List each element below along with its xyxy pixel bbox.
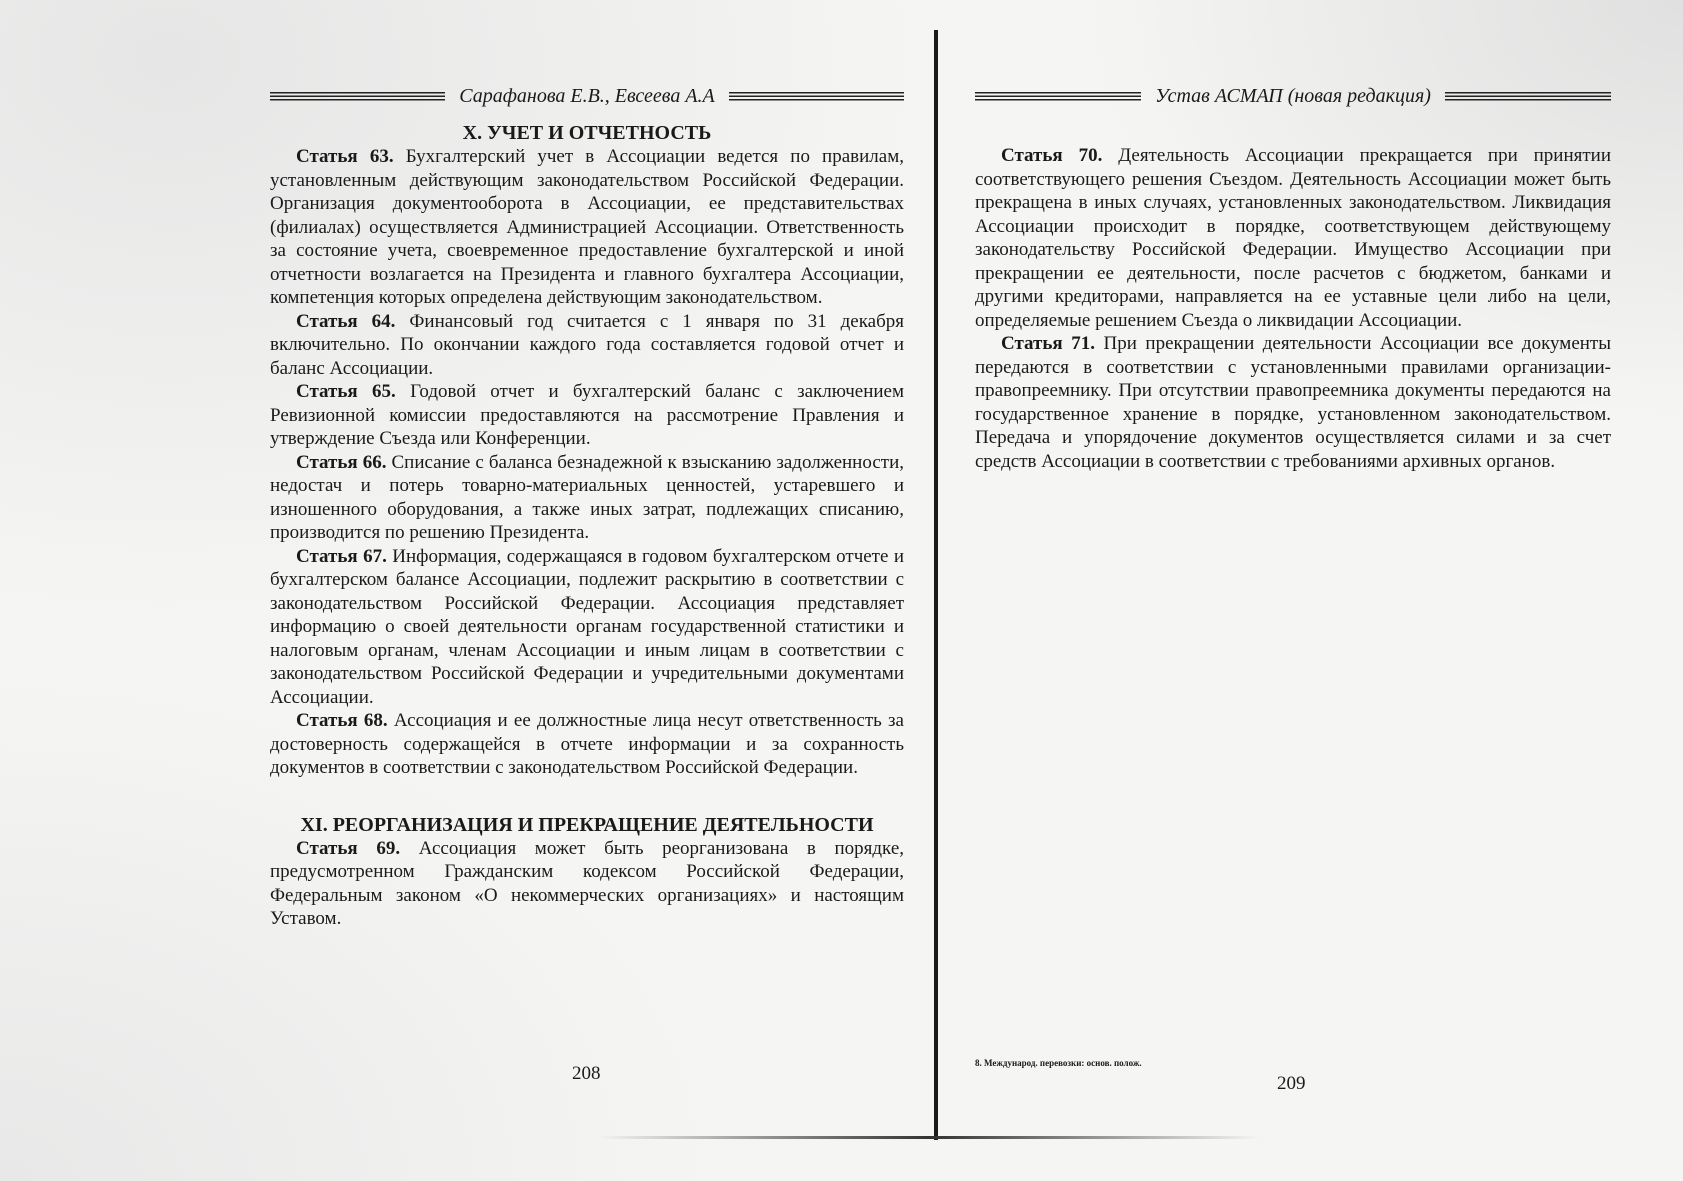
- article-label: Статья 69.: [296, 837, 401, 859]
- article-66: [270, 451, 904, 545]
- right-page: [975, 80, 1611, 473]
- right-running-head: [975, 80, 1611, 112]
- article-label: Статья 66.: [296, 451, 387, 473]
- article-label: Статья 67.: [296, 545, 387, 567]
- article-text: Деятельность Ассоциации прекращается при принятии соответствующего решения Съездом. Деятельность Ассоциации может быть прекращена в иных случаях, установленных законодательством. Ликвидация Ассоциации происходит в порядке, соответствующем действующему законодательству Российской Федерации. Имущество Ассоциации при прекращении ее деятельности, после расчетов с бюджетом, банками и другими кредиторами, направляется на ее уставные цели либо на цели, определяемые решением Съезда о ликвидации Ассоциации.: [975, 145, 1611, 331]
- article-text: Информация, содержащаяся в годовом бухгалтерском отчете и бухгалтерском балансе Ассоциации, подлежит раскрытию в соответствии с законодательством Российской Федерации. Ассоциация представляет информацию о своей деятельности органам государственной статистики и налоговым органам, членам Ассоциации и иным лицам в соответствии с законодательством Российской Федерации и учредительными документами Ассоциации.: [270, 545, 904, 708]
- left-page-number: 208: [572, 1063, 601, 1084]
- section-x-title: X. УЧЕТ И ОТЧЕТНОСТЬ: [462, 122, 712, 144]
- header-rule: [270, 92, 445, 101]
- article-label: Статья 68.: [296, 710, 388, 731]
- footnote: 8. Международ. перевозки: основ. полож.: [975, 1058, 1142, 1068]
- book-spine: [934, 30, 938, 1140]
- header-rule: [1445, 92, 1611, 101]
- article-label: Статья 70.: [1001, 145, 1103, 166]
- article-69: [270, 837, 904, 931]
- article-text: Ассоциация может быть реорганизована в порядке, предусмотренном Гражданским кодексом Российской Федерации, Федеральным законом «О некоммерческих организациях» и настоящим Уставом.: [270, 837, 904, 929]
- article-text: При прекращении деятельности Ассоциации все документы передаются в соответствии с установленными правилами организации-правопреемнику. При отсутствии правопреемника документы передаются на государственное хранение в порядке, установленном законодательством. Передача и упорядочение документов осуществляется силами и за счет средств Ассоциации в соответствии с требованиями архивных органов.: [975, 333, 1611, 472]
- header-rule: [975, 92, 1141, 101]
- article-65: [270, 380, 904, 451]
- article-text: Бухгалтерский учет в Ассоциации ведется по правилам, установленным действующим законодательством Российской Федерации. Организация документооборота в Ассоциации, ее представительствах (филиалах) осуществляется Администрацией Ассоциации. Ответственность за состояние учета, своевременное предоставление бухгалтерской и иной отчетности возлагается на Президента и главного бухгалтера Ассоциации, компетенция которых определена действующим законодательством.: [270, 146, 904, 308]
- article-text: Ассоциация и ее должностные лица несут ответственность за достоверность содержащейся в отчете информации и за сохранность документов в соответствии с законодательством Российской Федерации.: [270, 710, 904, 778]
- article-label: Статья 64.: [296, 310, 396, 332]
- right-page-number: 209: [1277, 1073, 1306, 1094]
- article-text: Годовой отчет и бухгалтерский баланс с заключением Ревизионной комиссии предоставляются на рассмотрение Правления и утверждение Съезда или Конференции.: [270, 381, 904, 449]
- article-68: [270, 709, 904, 780]
- article-label: Статья 65.: [296, 381, 396, 402]
- article-text: Списание с баланса безнадежной к взысканию задолженности, недостач и потерь товарно-материальных ценностей, устаревшего и изношенного оборудования, а также иных затрат, подлежащих списанию, производится по решению Президента.: [270, 451, 904, 543]
- left-page: [270, 80, 904, 931]
- article-text: Финансовый год считается с 1 января по 31 декабря включительно. По окончании каждого года составляется годовой отчет и баланс Ассоциации.: [270, 310, 904, 379]
- article-64: [270, 310, 904, 381]
- left-running-head-text: Сарафанова Е.В., Евсеева А.А: [459, 84, 715, 107]
- article-63: [270, 145, 904, 310]
- article-70: [975, 144, 1611, 332]
- spine-shadow: [600, 1136, 1260, 1139]
- article-label: Статья 63.: [296, 146, 394, 167]
- article-label: Статья 71.: [1001, 333, 1095, 354]
- article-67: [270, 545, 904, 710]
- section-xi-title: XI. РЕОРГАНИЗАЦИЯ И ПРЕКРАЩЕНИЕ ДЕЯТЕЛЬНОСТИ: [300, 813, 874, 836]
- article-71: [975, 332, 1611, 473]
- right-running-head-text: Устав АСМАП (новая редакция): [1155, 84, 1431, 107]
- left-running-head: [270, 80, 904, 112]
- header-rule: [729, 92, 904, 101]
